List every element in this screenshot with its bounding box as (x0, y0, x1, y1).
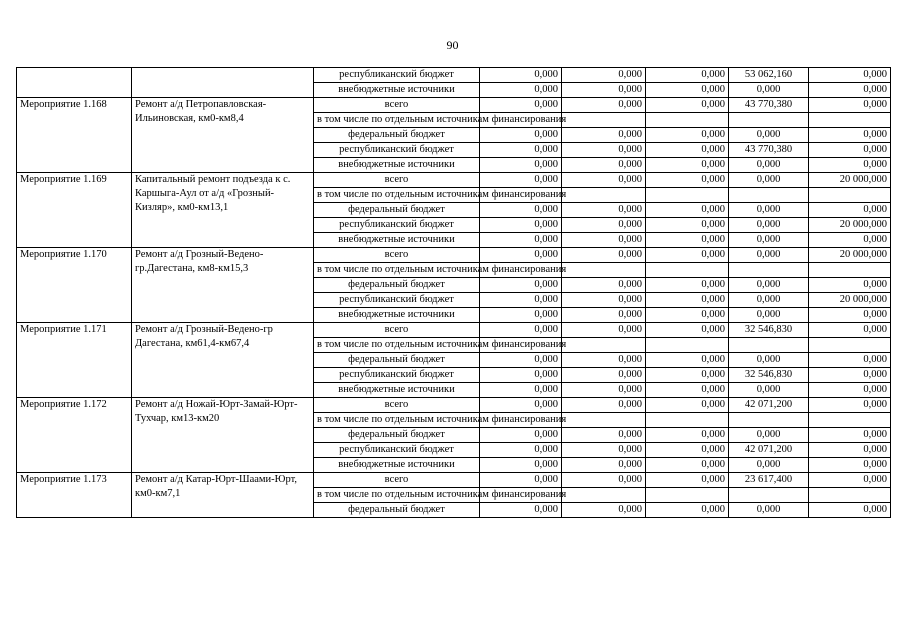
value-cell (646, 113, 729, 128)
value-cell: 0,000 (562, 173, 646, 188)
value-cell: 0,000 (480, 398, 562, 413)
value-cell: 0,000 (480, 503, 562, 518)
activity-cell: Мероприятие 1.169 (17, 173, 132, 248)
value-cell: 0,000 (729, 203, 809, 218)
value-cell: 42 071,200 (729, 443, 809, 458)
value-cell: 0,000 (480, 278, 562, 293)
value-cell: 0,000 (646, 248, 729, 263)
value-cell: 0,000 (809, 473, 891, 488)
value-cell: 0,000 (646, 98, 729, 113)
value-cell (646, 488, 729, 503)
source-cell: всего (314, 473, 480, 488)
value-cell: 0,000 (809, 308, 891, 323)
value-cell: 0,000 (646, 323, 729, 338)
source-cell: республиканский бюджет (314, 218, 480, 233)
value-cell: 0,000 (562, 68, 646, 83)
value-cell (729, 113, 809, 128)
value-cell: 0,000 (480, 218, 562, 233)
value-cell: 0,000 (809, 428, 891, 443)
value-cell: 20 000,000 (809, 173, 891, 188)
value-cell: 0,000 (729, 458, 809, 473)
source-cell: республиканский бюджет (314, 143, 480, 158)
value-cell: 0,000 (480, 308, 562, 323)
value-cell: 0,000 (809, 128, 891, 143)
value-cell (646, 338, 729, 353)
value-cell: 0,000 (480, 233, 562, 248)
value-cell: 0,000 (480, 428, 562, 443)
source-cell: федеральный бюджет (314, 128, 480, 143)
value-cell: 0,000 (646, 473, 729, 488)
source-cell: республиканский бюджет (314, 443, 480, 458)
value-cell (809, 488, 891, 503)
source-cell: в том числе по отдельным источникам финансирования (314, 338, 480, 353)
source-cell: в том числе по отдельным источникам финансирования (314, 413, 480, 428)
source-cell: федеральный бюджет (314, 203, 480, 218)
value-cell: 0,000 (809, 503, 891, 518)
value-cell: 0,000 (480, 173, 562, 188)
value-cell: 0,000 (729, 308, 809, 323)
source-cell: всего (314, 398, 480, 413)
value-cell: 0,000 (729, 158, 809, 173)
value-cell: 0,000 (480, 98, 562, 113)
budget-table (16, 67, 891, 518)
value-cell: 0,000 (480, 458, 562, 473)
title-cell (132, 68, 314, 98)
table-row (17, 98, 891, 113)
value-cell (562, 413, 646, 428)
value-cell: 0,000 (562, 323, 646, 338)
value-cell: 0,000 (562, 128, 646, 143)
value-cell: 0,000 (646, 278, 729, 293)
value-cell: 0,000 (562, 158, 646, 173)
source-cell: в том числе по отдельным источникам финансирования (314, 488, 480, 503)
source-cell: в том числе по отдельным источникам финансирования (314, 263, 480, 278)
value-cell: 0,000 (562, 83, 646, 98)
value-cell: 0,000 (480, 143, 562, 158)
value-cell: 43 770,380 (729, 98, 809, 113)
value-cell (646, 263, 729, 278)
value-cell (809, 413, 891, 428)
value-cell (809, 338, 891, 353)
source-cell: внебюджетные источники (314, 458, 480, 473)
table-body (17, 68, 891, 518)
value-cell: 0,000 (646, 503, 729, 518)
value-cell: 0,000 (646, 398, 729, 413)
value-cell: 0,000 (729, 503, 809, 518)
title-cell: Ремонт а/д Грозный-Ведено-гр Дагестана, км61,4-км67,4 (132, 323, 314, 398)
value-cell: 0,000 (729, 293, 809, 308)
value-cell: 0,000 (562, 203, 646, 218)
value-cell: 20 000,000 (809, 293, 891, 308)
value-cell (562, 488, 646, 503)
value-cell: 0,000 (646, 428, 729, 443)
value-cell: 0,000 (809, 353, 891, 368)
title-cell: Ремонт а/д Катар-Юрт-Шаами-Юрт, км0-км7,1 (132, 473, 314, 518)
value-cell: 0,000 (729, 218, 809, 233)
source-cell: всего (314, 248, 480, 263)
value-cell: 0,000 (480, 248, 562, 263)
value-cell: 0,000 (480, 383, 562, 398)
activity-cell (17, 68, 132, 98)
value-cell: 0,000 (646, 368, 729, 383)
value-cell (809, 188, 891, 203)
value-cell: 0,000 (562, 98, 646, 113)
value-cell: 0,000 (729, 278, 809, 293)
value-cell: 0,000 (480, 68, 562, 83)
value-cell: 0,000 (480, 473, 562, 488)
value-cell: 0,000 (809, 203, 891, 218)
table-row (17, 248, 891, 263)
source-cell: республиканский бюджет (314, 293, 480, 308)
value-cell: 0,000 (480, 323, 562, 338)
table-row (17, 173, 891, 188)
value-cell: 0,000 (646, 233, 729, 248)
value-cell: 0,000 (480, 368, 562, 383)
value-cell: 0,000 (480, 128, 562, 143)
value-cell (562, 263, 646, 278)
value-cell (729, 413, 809, 428)
value-cell: 0,000 (809, 98, 891, 113)
value-cell: 0,000 (646, 203, 729, 218)
activity-cell: Мероприятие 1.170 (17, 248, 132, 323)
value-cell: 0,000 (562, 428, 646, 443)
value-cell: 0,000 (562, 233, 646, 248)
table-row (17, 473, 891, 488)
source-cell: внебюджетные источники (314, 83, 480, 98)
source-cell: внебюджетные источники (314, 233, 480, 248)
source-cell: всего (314, 173, 480, 188)
value-cell: 0,000 (562, 143, 646, 158)
source-cell: федеральный бюджет (314, 503, 480, 518)
value-cell: 0,000 (729, 83, 809, 98)
table-row (17, 398, 891, 413)
value-cell: 0,000 (646, 83, 729, 98)
value-cell: 0,000 (809, 83, 891, 98)
value-cell: 0,000 (809, 143, 891, 158)
source-cell: республиканский бюджет (314, 68, 480, 83)
activity-cell: Мероприятие 1.172 (17, 398, 132, 473)
source-cell: всего (314, 98, 480, 113)
value-cell: 0,000 (480, 158, 562, 173)
activity-cell: Мероприятие 1.171 (17, 323, 132, 398)
value-cell: 0,000 (562, 383, 646, 398)
value-cell: 32 546,830 (729, 323, 809, 338)
value-cell: 0,000 (562, 248, 646, 263)
value-cell: 0,000 (646, 383, 729, 398)
value-cell: 20 000,000 (809, 218, 891, 233)
value-cell: 0,000 (809, 443, 891, 458)
value-cell: 0,000 (646, 68, 729, 83)
value-cell: 0,000 (809, 68, 891, 83)
value-cell: 0,000 (729, 173, 809, 188)
value-cell (562, 338, 646, 353)
value-cell (809, 263, 891, 278)
value-cell: 0,000 (646, 443, 729, 458)
value-cell: 0,000 (809, 458, 891, 473)
source-cell: внебюджетные источники (314, 308, 480, 323)
value-cell: 0,000 (809, 383, 891, 398)
value-cell: 0,000 (809, 278, 891, 293)
value-cell (562, 188, 646, 203)
value-cell: 0,000 (480, 83, 562, 98)
page-number: 90 (446, 38, 459, 52)
value-cell: 0,000 (809, 323, 891, 338)
value-cell: 20 000,000 (809, 248, 891, 263)
value-cell: 0,000 (809, 368, 891, 383)
source-cell: федеральный бюджет (314, 353, 480, 368)
value-cell (729, 488, 809, 503)
value-cell: 0,000 (729, 428, 809, 443)
value-cell: 43 770,380 (729, 143, 809, 158)
value-cell: 0,000 (562, 308, 646, 323)
value-cell: 0,000 (729, 353, 809, 368)
value-cell: 0,000 (809, 158, 891, 173)
value-cell: 0,000 (729, 233, 809, 248)
table-row (17, 323, 891, 338)
value-cell (729, 263, 809, 278)
value-cell (562, 113, 646, 128)
title-cell: Ремонт а/д Грозный-Ведено-гр.Дагестана, км8-км15,3 (132, 248, 314, 323)
title-cell: Ремонт а/д Петропавловская-Ильиновская, км0-км8,4 (132, 98, 314, 173)
source-cell: республиканский бюджет (314, 368, 480, 383)
source-cell: в том числе по отдельным источникам финансирования (314, 113, 480, 128)
source-cell: федеральный бюджет (314, 428, 480, 443)
value-cell: 0,000 (729, 383, 809, 398)
value-cell: 0,000 (562, 218, 646, 233)
value-cell: 0,000 (562, 458, 646, 473)
value-cell: 0,000 (646, 353, 729, 368)
value-cell: 42 071,200 (729, 398, 809, 413)
value-cell: 32 546,830 (729, 368, 809, 383)
value-cell: 0,000 (646, 143, 729, 158)
value-cell (729, 188, 809, 203)
value-cell: 0,000 (480, 353, 562, 368)
source-cell: внебюджетные источники (314, 383, 480, 398)
value-cell: 0,000 (562, 353, 646, 368)
value-cell: 0,000 (562, 368, 646, 383)
activity-cell: Мероприятие 1.173 (17, 473, 132, 518)
value-cell: 23 617,400 (729, 473, 809, 488)
value-cell: 53 062,160 (729, 68, 809, 83)
value-cell: 0,000 (480, 443, 562, 458)
value-cell: 0,000 (562, 443, 646, 458)
value-cell: 0,000 (729, 248, 809, 263)
value-cell: 0,000 (646, 128, 729, 143)
title-cell: Капитальный ремонт подъезда к с. Каршыга-Аул от а/д «Грозный-Кизляр», км0-км13,1 (132, 173, 314, 248)
value-cell: 0,000 (809, 398, 891, 413)
source-cell: федеральный бюджет (314, 278, 480, 293)
value-cell: 0,000 (646, 458, 729, 473)
value-cell: 0,000 (646, 308, 729, 323)
value-cell: 0,000 (729, 128, 809, 143)
value-cell: 0,000 (480, 203, 562, 218)
value-cell (646, 188, 729, 203)
table-row (17, 68, 891, 83)
value-cell: 0,000 (646, 293, 729, 308)
source-cell: в том числе по отдельным источникам финансирования (314, 188, 480, 203)
value-cell: 0,000 (562, 473, 646, 488)
value-cell (809, 113, 891, 128)
value-cell: 0,000 (646, 218, 729, 233)
source-cell: всего (314, 323, 480, 338)
value-cell: 0,000 (562, 503, 646, 518)
value-cell: 0,000 (562, 293, 646, 308)
value-cell: 0,000 (562, 398, 646, 413)
value-cell (646, 413, 729, 428)
value-cell: 0,000 (809, 233, 891, 248)
source-cell: внебюджетные источники (314, 158, 480, 173)
value-cell: 0,000 (480, 293, 562, 308)
value-cell: 0,000 (646, 173, 729, 188)
value-cell: 0,000 (562, 278, 646, 293)
activity-cell: Мероприятие 1.168 (17, 98, 132, 173)
title-cell: Ремонт а/д Ножай-Юрт-Замай-Юрт-Тухчар, км13-км20 (132, 398, 314, 473)
value-cell (729, 338, 809, 353)
value-cell: 0,000 (646, 158, 729, 173)
